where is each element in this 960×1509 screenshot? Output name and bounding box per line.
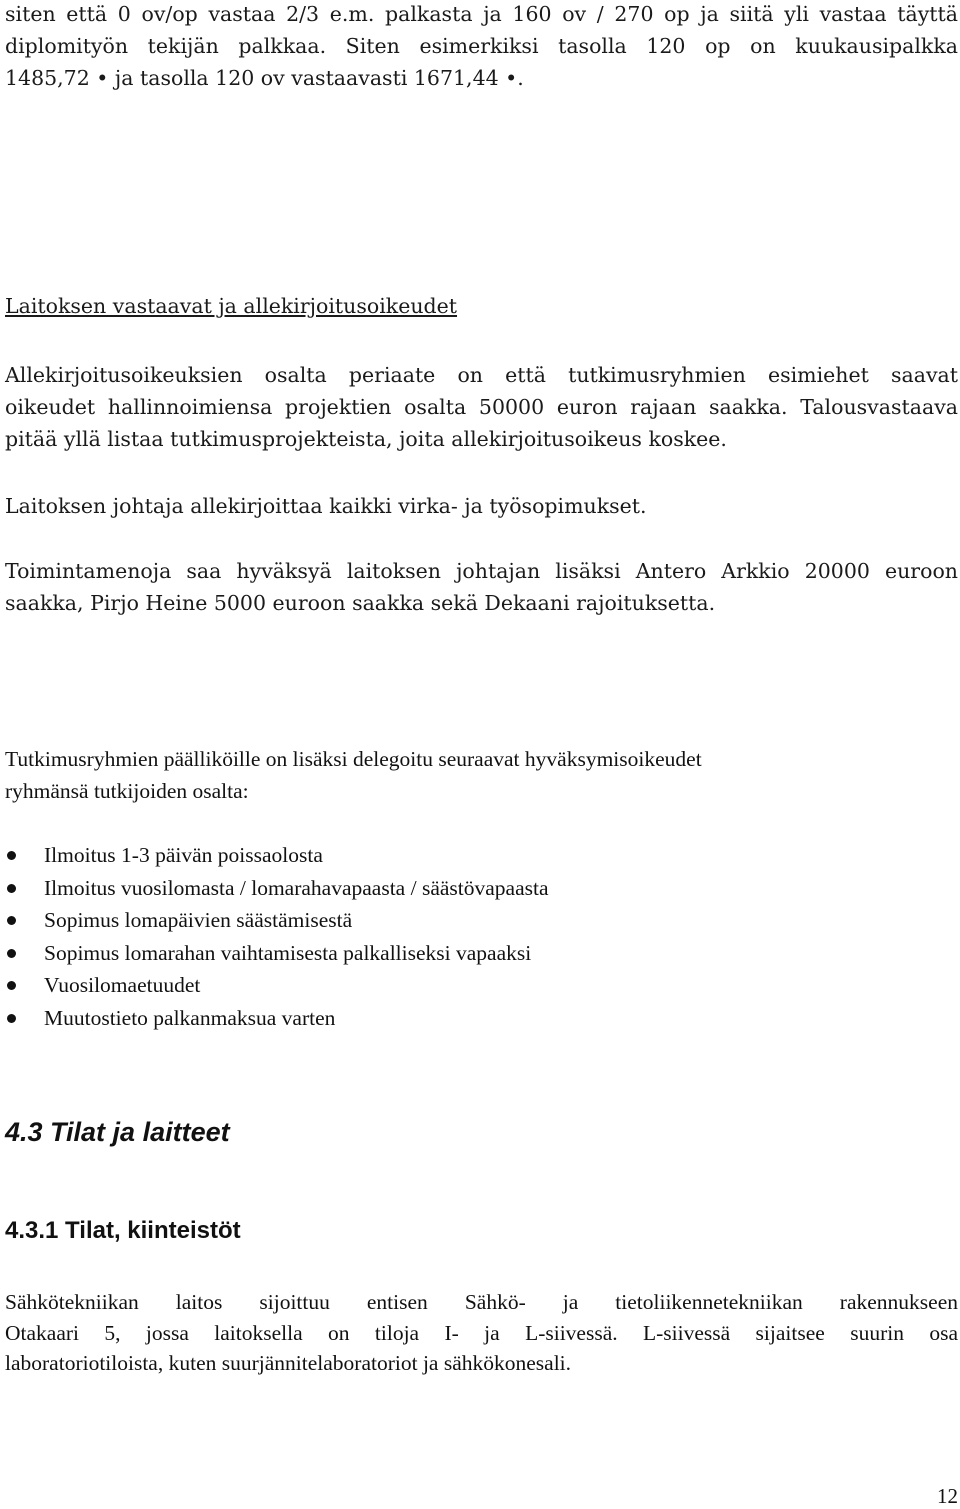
- bullet-icon: [7, 916, 16, 925]
- bullet-icon: [7, 1014, 16, 1023]
- list-item-text: Ilmoitus 1-3 päivän poissaolosta: [44, 843, 323, 867]
- paragraph-line: laboratoriotiloista, kuten suurjännitelaboratoriot ja sähkökonesali.: [5, 1351, 572, 1375]
- paragraph-line: Allekirjoitusoikeuksien osalta periaate on että tutkimusryhmien esimiehet saavat: [5, 363, 958, 387]
- paragraph-line: Toimintamenoja saa hyväksyä laitoksen johtajan lisäksi Antero Arkkio 20000 euroon: [5, 559, 958, 583]
- paragraph-line: Laitoksen johtaja allekirjoittaa kaikki virka- ja työsopimukset.: [5, 494, 647, 518]
- signing-paragraph-1: [5, 359, 958, 455]
- delegation-list: [5, 839, 905, 1035]
- intro-line: diplomityön tekijän palkkaa. Siten esimerkiksi tasolla 120 op on kuukausipalkka: [5, 34, 958, 58]
- list-item: [5, 1002, 905, 1035]
- paragraph-line: saakka, Pirjo Heine 5000 euroon saakka sekä Dekaani rajoituksetta.: [5, 591, 716, 615]
- list-item: [5, 969, 905, 1002]
- bullet-icon: [7, 851, 16, 860]
- list-item-text: Sopimus lomarahan vaihtamisesta palkalliseksi vapaaksi: [44, 940, 532, 965]
- paragraph-line: ryhmänsä tutkijoiden osalta:: [5, 779, 249, 803]
- page-number: 12: [937, 1484, 958, 1508]
- signing-paragraph-2: [5, 490, 958, 522]
- subsection-title: 4.3.1 Tilat, kiinteistöt: [5, 1217, 241, 1244]
- signing-paragraph-3: [5, 555, 958, 619]
- intro-line: 1485,72 • ja tasolla 120 ov vastaavasti 1671,44 •.: [5, 66, 524, 90]
- signing-heading: Laitoksen vastaavat ja allekirjoitusoikeudet: [5, 294, 458, 318]
- list-item: [5, 872, 905, 905]
- intro-line: siten että 0 ov/op vastaa 2/3 e.m. palkasta ja 160 ov / 270 op ja siitä yli vastaa täyttä: [5, 2, 958, 26]
- list-item-text: Vuosilomaetuudet: [44, 973, 201, 998]
- facilities-paragraph: [5, 1287, 958, 1379]
- paragraph-line: oikeudet hallinnoimiensa projektien osalta 50000 euron rajaan saakka. Talousvastaava: [5, 395, 958, 419]
- list-item: [5, 937, 905, 970]
- section-title: 4.3 Tilat ja laitteet: [5, 1117, 230, 1147]
- intro-paragraph: [5, 0, 958, 94]
- paragraph-line: Tutkimusryhmien päälliköille on lisäksi delegoitu seuraavat hyväksymisoikeudet: [5, 747, 702, 771]
- list-item: [5, 904, 905, 937]
- bullet-icon: [7, 981, 16, 990]
- paragraph-line: Sähkötekniikan laitos sijoittuu entisen Sähkö- ja tietoliikennetekniikan rakennukseen: [5, 1290, 958, 1314]
- list-item-text: Ilmoitus vuosilomasta / lomarahavapaasta / säästövapaasta: [44, 875, 549, 900]
- paragraph-line: pitää yllä listaa tutkimusprojekteista, joita allekirjoitusoikeus koskee.: [5, 427, 727, 451]
- delegation-intro: [5, 743, 958, 807]
- bullet-icon: [7, 949, 16, 958]
- paragraph-line: Otakaari 5, jossa laitoksella on tiloja I- ja L-siivessä. L-siivessä sijaitsee suurin osa: [5, 1320, 958, 1345]
- list-item-text: Muutostieto palkanmaksua varten: [44, 1005, 336, 1030]
- list-item-text: Sopimus lomapäivien säästämisestä: [44, 908, 353, 933]
- list-item: [5, 839, 905, 872]
- bullet-icon: [7, 884, 16, 893]
